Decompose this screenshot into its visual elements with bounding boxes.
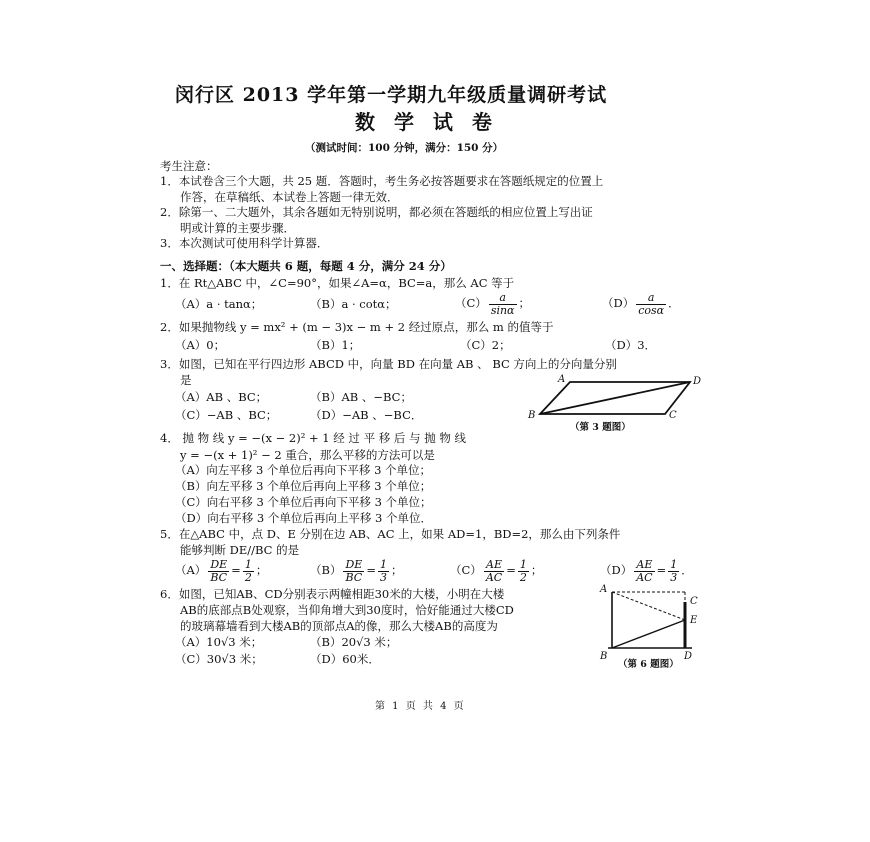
q4-option-b: （B）向左平移 3 个单位后再向上平移 3 个单位； <box>175 479 432 493</box>
q4-option-c: （C）向右平移 3 个单位后再向下平移 3 个单位； <box>175 495 432 509</box>
fraction <box>636 292 666 317</box>
fraction <box>343 559 364 584</box>
fraction <box>489 292 517 317</box>
exam-info: （测试时间：100 分钟，满分：150 分） <box>305 142 504 154</box>
q2-option-b: （B）1； <box>310 338 361 352</box>
q6-fig-caption: （第 6 题图） <box>618 659 679 670</box>
option-label: （D） <box>600 563 633 577</box>
label-a: A <box>558 374 566 385</box>
exam-page <box>130 70 740 720</box>
q3-option-d: （D）−AB 、−BC． <box>310 408 423 422</box>
q5-option-b <box>310 556 402 584</box>
fraction <box>484 559 504 584</box>
punct: ； <box>390 563 403 577</box>
notice-item: 2．除第一、二大题外，其余各题如无特别说明，都必须在答题纸的相应位置上写出证 <box>160 205 593 219</box>
denominator: 3 <box>670 570 678 584</box>
q3-option-a: （A）AB 、BC； <box>175 390 268 404</box>
vector-bd <box>540 382 690 414</box>
q4-option-a: （A）向左平移 3 个单位后再向下平移 3 个单位； <box>175 463 432 477</box>
reflection-ray <box>612 592 685 620</box>
label-c: C <box>690 596 698 607</box>
denominator: 2 <box>244 570 252 584</box>
equals-sign: = <box>366 563 376 577</box>
label-d: D <box>684 651 693 660</box>
q6-option-c: （C）30√3 米； <box>175 652 263 666</box>
numerator: a <box>636 292 666 305</box>
denominator: BC <box>210 570 228 584</box>
punct: ． <box>668 296 680 310</box>
option-label: （A） <box>175 563 207 577</box>
q2-option-c: （C）2； <box>460 338 511 352</box>
q6-option-d: （D）60米． <box>310 652 380 666</box>
q2-option-a: （A）0； <box>175 338 226 352</box>
denominator: sinα <box>490 303 515 317</box>
q3-option-b: （B）AB 、−BC； <box>310 390 412 404</box>
fraction <box>378 559 389 584</box>
label-c: C <box>669 410 677 421</box>
punct: ； <box>530 563 543 577</box>
q4-stem: 4． 抛 物 线 y = −(x − 2)² + 1 经 过 平 移 后 与 抛 物 线 <box>160 431 467 445</box>
numerator: 1 <box>519 557 527 571</box>
option-label: （C） <box>455 296 487 310</box>
q5-stem: 5．在△ABC 中，点 D、E 分别在边 AB、AC 上，如果 AD=1，BD=2，那么由下列条件 <box>160 527 621 541</box>
equals-sign: = <box>656 563 667 577</box>
option-label: （B） <box>310 563 342 577</box>
q2-stem: 2．如果抛物线 y = mx² + (m − 3)x − m + 2 经过原点，那么 m 的值等于 <box>160 320 554 334</box>
denominator: AC <box>485 570 503 584</box>
q5-stem-cont: 能够判断 DE//BC 的是 <box>180 543 300 557</box>
option-label: （D） <box>602 296 635 310</box>
q5-option-c <box>450 556 542 584</box>
numerator: 1 <box>670 557 678 571</box>
denominator: BC <box>345 570 363 584</box>
label-b: B <box>528 410 536 421</box>
page-footer: 第 1 页 共 4 页 <box>375 701 466 712</box>
equals-sign: = <box>506 563 516 577</box>
numerator: 1 <box>379 557 387 571</box>
q3-fig-caption: （第 3 题图） <box>570 422 631 433</box>
q6-buildings-figure <box>592 580 702 660</box>
denominator: AC <box>636 570 653 584</box>
notice-heading: 考生注意： <box>160 159 218 173</box>
exam-title: 闵行区 2013 学年第一学期九年级质量调研考试 <box>175 84 608 106</box>
q1-option-b: （B）a · cotα； <box>310 297 397 311</box>
q3-stem: 3．如图，已知在平行四边形 ABCD 中，向量 BD 在向量 AB 、 BC 方向上的分向量分别 <box>160 357 617 371</box>
punct: ； <box>255 563 268 577</box>
notice-item: 3．本次测试可使用科学计算器． <box>160 236 329 250</box>
q6-stem-cont: 的玻璃幕墙看到大楼AB的顶部点A的像，那么大楼AB的高度为 <box>180 619 498 633</box>
notice-item: 作答，在草稿纸、本试卷上答题一律无效． <box>180 190 399 204</box>
q6-stem: 6．如图，已知AB、CD分别表示两幢相距30米的大楼，小明在大楼 <box>160 587 505 601</box>
denominator: cosα <box>638 303 665 317</box>
numerator: DE <box>210 557 228 571</box>
q4-option-d: （D）向右平移 3 个单位后再向上平移 3 个单位． <box>175 511 432 525</box>
equals-sign: = <box>231 563 241 577</box>
label-d: D <box>693 376 702 387</box>
q3-option-c: （C）−AB 、BC； <box>175 408 278 422</box>
exam-subtitle: 数 学 试 卷 <box>355 110 498 134</box>
fraction <box>243 559 254 584</box>
q4-stem-cont: y = −(x + 1)² − 2 重合，那么平移的方法可以是 <box>180 448 435 462</box>
denominator: 3 <box>379 570 387 584</box>
q5-option-a <box>175 556 267 584</box>
q1-option-d <box>602 289 680 317</box>
numerator: 1 <box>244 557 252 571</box>
fraction <box>518 559 529 584</box>
punct: ； <box>518 296 530 310</box>
q1-option-c <box>455 289 530 317</box>
numerator: AE <box>484 559 504 572</box>
section-heading: 一、选择题：（本大题共 6 题，每题 4 分，满分 24 分） <box>160 259 452 273</box>
label-a: A <box>600 584 608 595</box>
label-b: B <box>600 651 608 660</box>
label-e: E <box>690 615 698 626</box>
sight-line <box>612 620 685 648</box>
denominator: 2 <box>519 570 527 584</box>
numerator: AE <box>634 559 654 572</box>
numerator: a <box>489 292 517 305</box>
punct: ． <box>681 563 693 577</box>
q3-stem-cont: 是 <box>180 373 192 387</box>
numerator: DE <box>345 557 363 571</box>
option-label: （C） <box>450 563 482 577</box>
fraction <box>208 559 229 584</box>
q6-option-b: （B）20√3 米； <box>310 635 398 649</box>
q6-stem-cont: AB的底部点B处观察，当仰角增大到30度时，恰好能通过大楼CD <box>180 603 514 617</box>
q1-stem: 1．在 Rt△ABC 中，∠C=90°，如果∠A=α，BC=a，那么 AC 等于 <box>160 276 515 290</box>
notice-item: 1．本试卷含三个大题，共 25 题．答题时，考生务必按答题要求在答题纸规定的位置上 <box>160 174 604 188</box>
q6-option-a: （A）10√3 米； <box>175 635 263 649</box>
notice-item: 明或计算的主要步骤． <box>180 221 295 235</box>
q1-option-a: （A）a · tanα； <box>175 297 263 311</box>
q2-option-d: （D）3． <box>605 338 657 352</box>
